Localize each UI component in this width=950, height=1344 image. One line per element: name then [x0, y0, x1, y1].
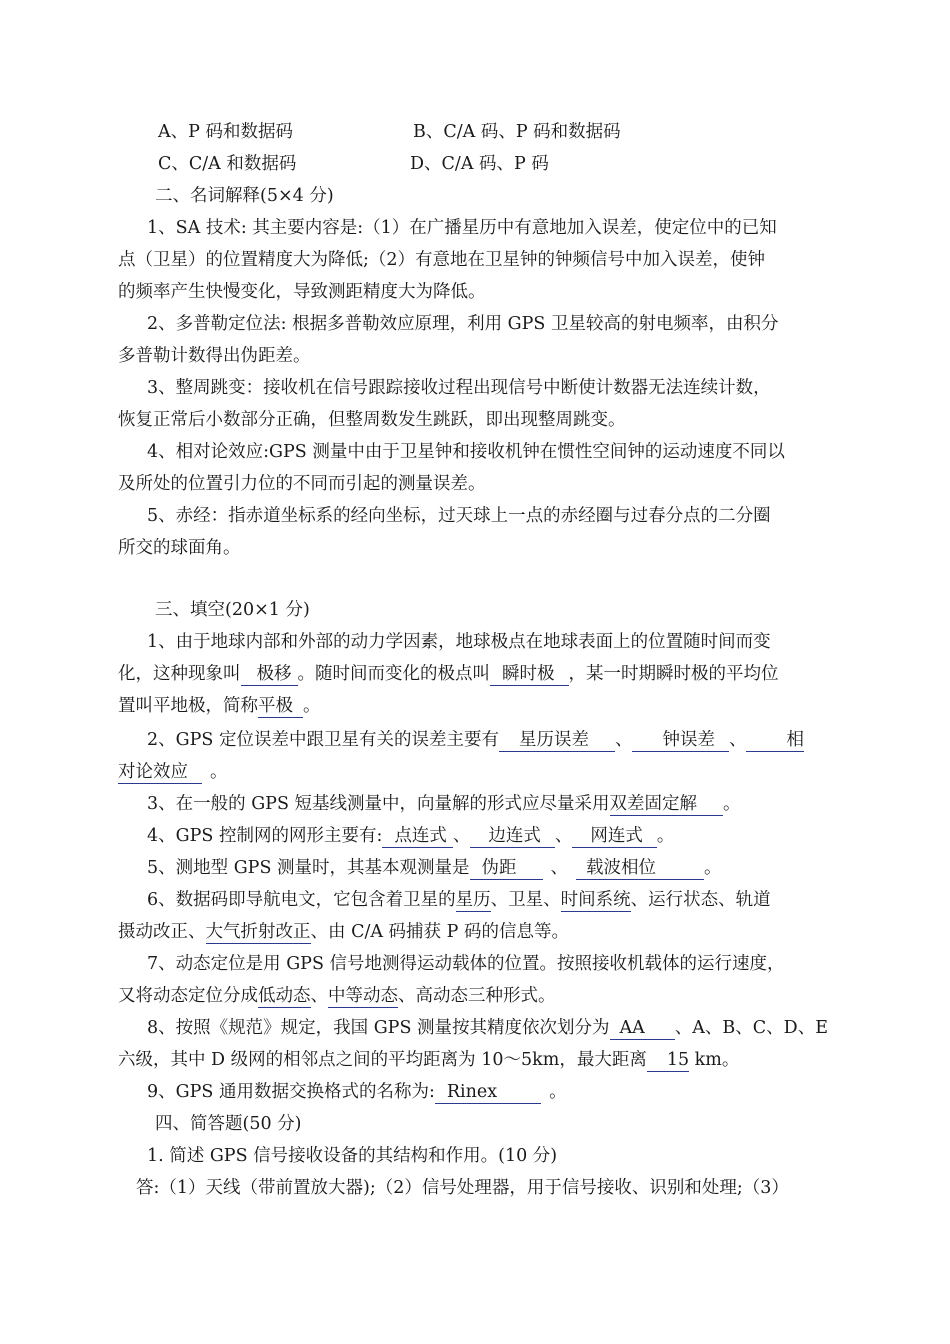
s2-line: 1、SA 技术: 其主要内容是:（1）在广播星历中有意地加入误差，使定位中的已知 [147, 218, 777, 238]
text: 3、在一般的 GPS 短基线测量中，向量解的形式应尽量采用 [147, 794, 610, 814]
text: 、 [310, 986, 328, 1006]
blank-answer: 点连式 [382, 825, 453, 848]
text: 5、测地型 GPS 测量时，其基本观测量是 [147, 858, 470, 878]
blank-answer: 时间系统 [560, 890, 631, 910]
text: ，某一时期瞬时极的平均位 [568, 664, 779, 684]
blank-answer: 星历误差 [499, 729, 615, 752]
text: 。 [723, 794, 741, 814]
s2-line: 及所处的位置引力位的不同而引起的测量误差。 [118, 474, 486, 494]
s3-q2-line1 [147, 728, 804, 752]
text: 8、按照《规范》规定，我国 GPS 测量按其精度依次划分为 [147, 1018, 610, 1038]
s3-q4 [147, 824, 674, 848]
s3-q3 [147, 792, 741, 816]
s2-line: 所交的球面角。 [118, 538, 241, 558]
s2-line: 多普勒计数得出伪距差。 [118, 346, 311, 366]
text: 。 [549, 1082, 567, 1102]
blank-answer: 钟误差 [632, 729, 729, 752]
text: 。 [303, 696, 321, 716]
s3-q7-line2 [118, 984, 556, 1008]
text: 、卫星、 [490, 890, 561, 910]
s3-q9 [147, 1080, 567, 1104]
s3-q1-line3 [118, 694, 321, 718]
blank-answer: 中等动态 [328, 986, 398, 1006]
text: 、 [554, 826, 573, 846]
blank-answer: 载波相位 [576, 857, 704, 880]
text: 又将动态定位分成 [118, 986, 258, 1006]
blank-answer: 平极 [258, 695, 303, 718]
s3-q8-line2 [118, 1048, 739, 1072]
option-d: D、C/A 码、P 码 [410, 154, 549, 174]
blank-answer: 伪距 [470, 857, 543, 880]
blank-answer: 星历 [455, 890, 491, 910]
text: 。 [704, 858, 722, 878]
s3-q5 [147, 856, 722, 880]
s3-q1-line1: 1、由于地球内部和外部的动力学因素，地球极点在地球表面上的位置随时间而变 [147, 632, 771, 652]
s2-line: 的频率产生快慢变化，导致测距精度大为降低。 [118, 282, 486, 302]
s4-q1: 1. 简述 GPS 信号接收设备的其结构和作用。(10 分) [147, 1146, 558, 1166]
option-b: B、C/A 码、P 码和数据码 [413, 122, 621, 142]
text: 、 [452, 826, 471, 846]
blank-answer: 双差固定解 [610, 793, 724, 816]
text: 4、GPS 控制网的网形主要有: [147, 826, 383, 846]
s3-q6-line2 [118, 920, 569, 944]
text: 9、GPS 通用数据交换格式的名称为: [147, 1082, 435, 1102]
text: 六级，其中 D 级网的相邻点之间的平均距离为 10～5km，最大距离 [118, 1050, 647, 1070]
text: km。 [689, 1050, 740, 1070]
text: 摄动改正、 [118, 922, 206, 942]
blank-answer: 15 [647, 1049, 689, 1072]
text: 、由 C/A 码捕获 P 码的信息等。 [310, 922, 569, 942]
text: 置叫平地极，简称 [118, 696, 258, 716]
text: 、 [614, 730, 633, 750]
option-a: A、P 码和数据码 [158, 122, 293, 142]
s2-line: 4、相对论效应:GPS 测量中由于卫星钟和接收机钟在惯性空间钟的运动速度不同以 [147, 442, 785, 462]
s3-q8-line1 [147, 1016, 828, 1040]
text: 、高动态三种形式。 [398, 986, 556, 1006]
s2-line: 5、赤经：指赤道坐标系的经向坐标，过天球上一点的赤经圈与过春分点的二分圈 [147, 506, 771, 526]
blank-answer: 低动态 [258, 986, 311, 1006]
s3-q1-line2 [118, 662, 779, 686]
blank-answer: 边连式 [470, 825, 555, 848]
section3-heading: 三、填空(20×1 分) [155, 600, 310, 620]
section2-heading: 二、名词解释(5×4 分) [155, 186, 334, 206]
text: 、A、B、C、D、E [674, 1018, 828, 1038]
option-c: C、C/A 和数据码 [158, 154, 297, 174]
s2-line: 点（卫星）的位置精度大为降低;（2）有意地在卫星钟的钟频信号中加入误差，使钟 [118, 250, 766, 270]
blank-answer: 极移 [241, 663, 298, 686]
s4-answer: 答:（1）天线（带前置放大器);（2）信号处理器，用于信号接收、识别和处理;（3） [136, 1178, 789, 1198]
blank-answer: 相 [746, 729, 804, 752]
blank-answer: 网连式 [572, 825, 657, 848]
text: 、 [728, 730, 747, 750]
blank-answer: 大气折射改正 [205, 922, 311, 942]
blank-answer: AA [610, 1017, 675, 1040]
blank-answer: 对论效应 [118, 761, 202, 784]
s3-q6-line1 [147, 888, 771, 912]
blank-answer: 瞬时极 [490, 663, 569, 686]
text: 6、数据码即导航电文，它包含着卫星的 [147, 890, 456, 910]
text: 、运行状态、轨道 [630, 890, 771, 910]
text: 。随时间而变化的极点叫 [297, 664, 490, 684]
s3-q2-line2 [118, 760, 228, 784]
s2-line: 3、整周跳变：接收机在信号跟踪接收过程出现信号中断使计数器无法连续计数， [147, 378, 771, 398]
s3-q7-line1: 7、动态定位是用 GPS 信号地测得运动载体的位置。按照接收机载体的运行速度， [147, 954, 785, 974]
text: 2、GPS 定位误差中跟卫星有关的误差主要有 [147, 730, 499, 750]
text: 。 [656, 826, 675, 846]
text: 化，这种现象叫 [118, 664, 241, 684]
text: 。 [210, 762, 228, 782]
s2-line: 恢复正常后小数部分正确，但整周数发生跳跃，即出现整周跳变。 [118, 410, 626, 430]
section4-heading: 四、简答题(50 分) [155, 1114, 302, 1134]
text: 、 [550, 858, 569, 878]
blank-answer: Rinex [435, 1081, 541, 1104]
s2-line: 2、多普勒定位法: 根据多普勒效应原理，利用 GPS 卫星较高的射电频率，由积分 [147, 314, 779, 334]
